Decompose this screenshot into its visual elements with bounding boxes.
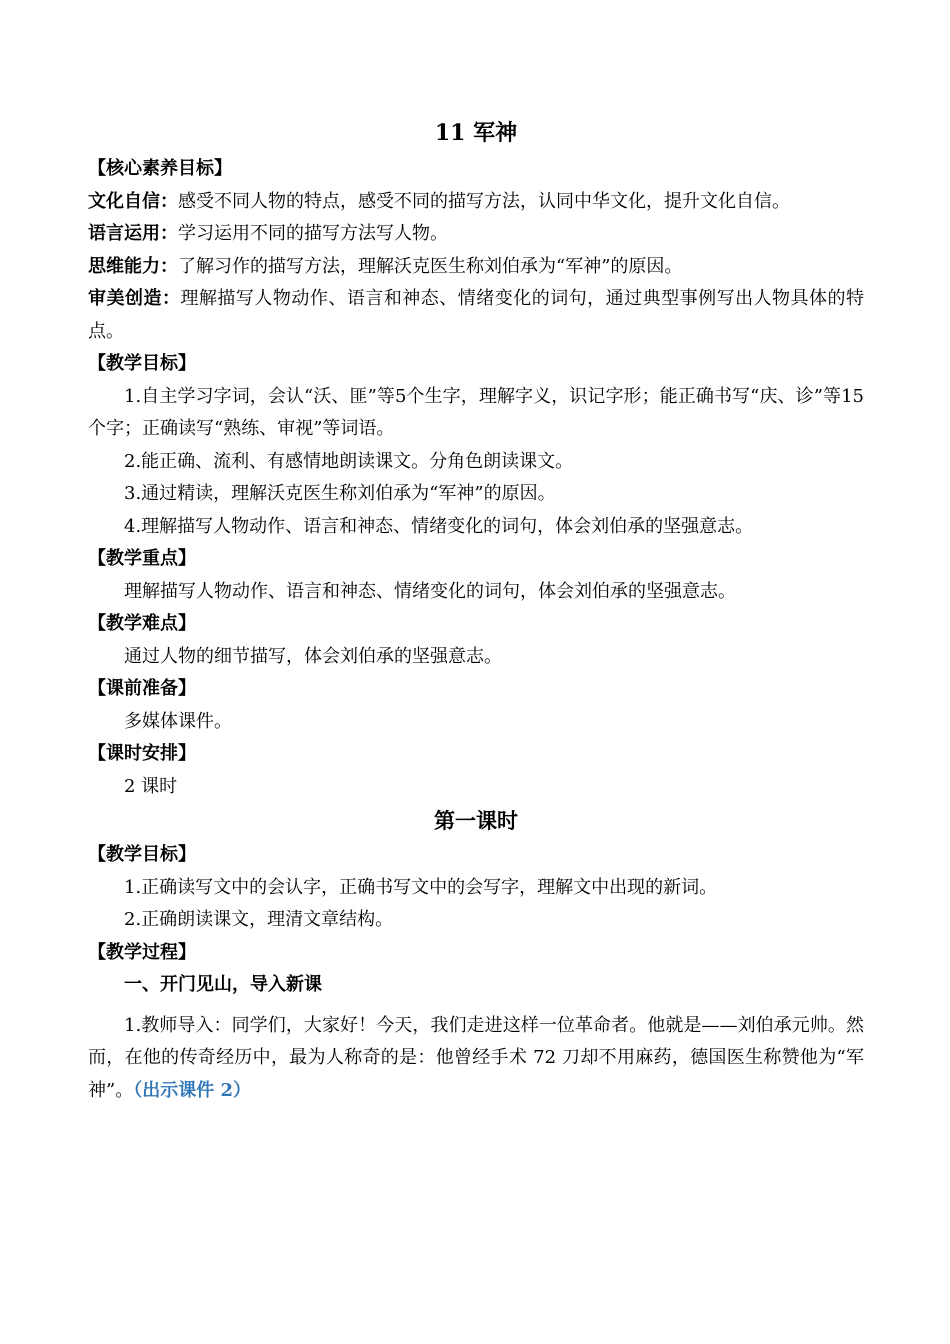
lesson-goal-item: 1.正确读写文中的会认字，正确书写文中的会写字，理解文中出现的新词。 xyxy=(124,876,718,898)
step-paragraph xyxy=(88,1010,864,1108)
preparation-heading: 【课前准备】 xyxy=(88,678,196,699)
courseware-link[interactable]: （出示课件 2） xyxy=(133,1079,251,1101)
schedule-text: 2 课时 xyxy=(124,775,178,797)
teaching-goals-heading: 【教学目标】 xyxy=(88,353,196,374)
core-goal-thinking xyxy=(88,251,864,284)
key-points-text: 理解描写人物动作、语言和神态、情绪变化的词句，体会刘伯承的坚强意志。 xyxy=(124,580,736,602)
core-goal-text: 学习运用不同的描写方法写人物。 xyxy=(178,223,448,244)
core-goal-text: 理解描写人物动作、语言和神态、情绪变化的词句，通过典型事例写出人物具体的特点。 xyxy=(88,288,865,342)
key-points-heading: 【教学重点】 xyxy=(88,548,196,569)
core-goal-aesthetic xyxy=(88,283,864,348)
core-goal-language xyxy=(88,218,864,251)
core-goal-text: 感受不同人物的特点，感受不同的描写方法，认同中华文化，提升文化自信。 xyxy=(178,190,790,212)
difficulties-heading: 【教学难点】 xyxy=(88,613,196,634)
core-goal-culture xyxy=(88,186,864,219)
core-goal-label: 语言运用： xyxy=(88,223,178,244)
document-body xyxy=(88,113,864,1107)
lesson-goal-item: 2.正确朗读课文，理清文章结构。 xyxy=(124,909,394,930)
core-goal-label: 审美创造： xyxy=(88,288,181,309)
difficulties-text: 通过人物的细节描写，体会刘伯承的坚强意志。 xyxy=(124,645,502,667)
document-title: 11 军神 xyxy=(434,120,518,146)
schedule-heading: 【课时安排】 xyxy=(88,743,196,764)
teaching-goal-item: 1.自主学习字词，会认“沃、匪”等5个生字，理解字义，识记字形；能正确书写“庆、诊”等15个字；正确读写“熟练、审视”等词语。 xyxy=(88,385,864,439)
step-text: 1.教师导入：同学们，大家好！今天，我们走进这样一位革命者。他就是——刘伯承元帅。然而，在他的传奇经历中，最为人称奇的是：他曾经手术 72 刀却不用麻药，德国医生称赞他为“军神”。 xyxy=(88,1014,864,1101)
core-goals-heading: 【核心素养目标】 xyxy=(88,158,232,179)
preparation-text: 多媒体课件。 xyxy=(124,710,232,732)
process-heading: 【教学过程】 xyxy=(88,941,196,963)
core-goal-label: 文化自信： xyxy=(88,190,178,212)
core-goal-label: 思维能力： xyxy=(88,255,178,277)
teaching-goal-item: 2.能正确、流利、有感情地朗读课文。分角色朗读课文。 xyxy=(124,450,574,472)
teaching-goal-item: 4.理解描写人物动作、语言和神态、情绪变化的词句，体会刘伯承的坚强意志。 xyxy=(124,515,754,537)
teaching-goal-item: 3.通过精读，理解沃克医生称刘伯承为“军神”的原因。 xyxy=(124,483,556,504)
lesson-goals-heading: 【教学目标】 xyxy=(88,844,196,865)
step-title: 一、开门见山，导入新课 xyxy=(124,974,322,995)
core-goal-text: 了解习作的描写方法，理解沃克医生称刘伯承为“军神”的原因。 xyxy=(178,255,683,277)
lesson-title: 第一课时 xyxy=(434,808,518,833)
